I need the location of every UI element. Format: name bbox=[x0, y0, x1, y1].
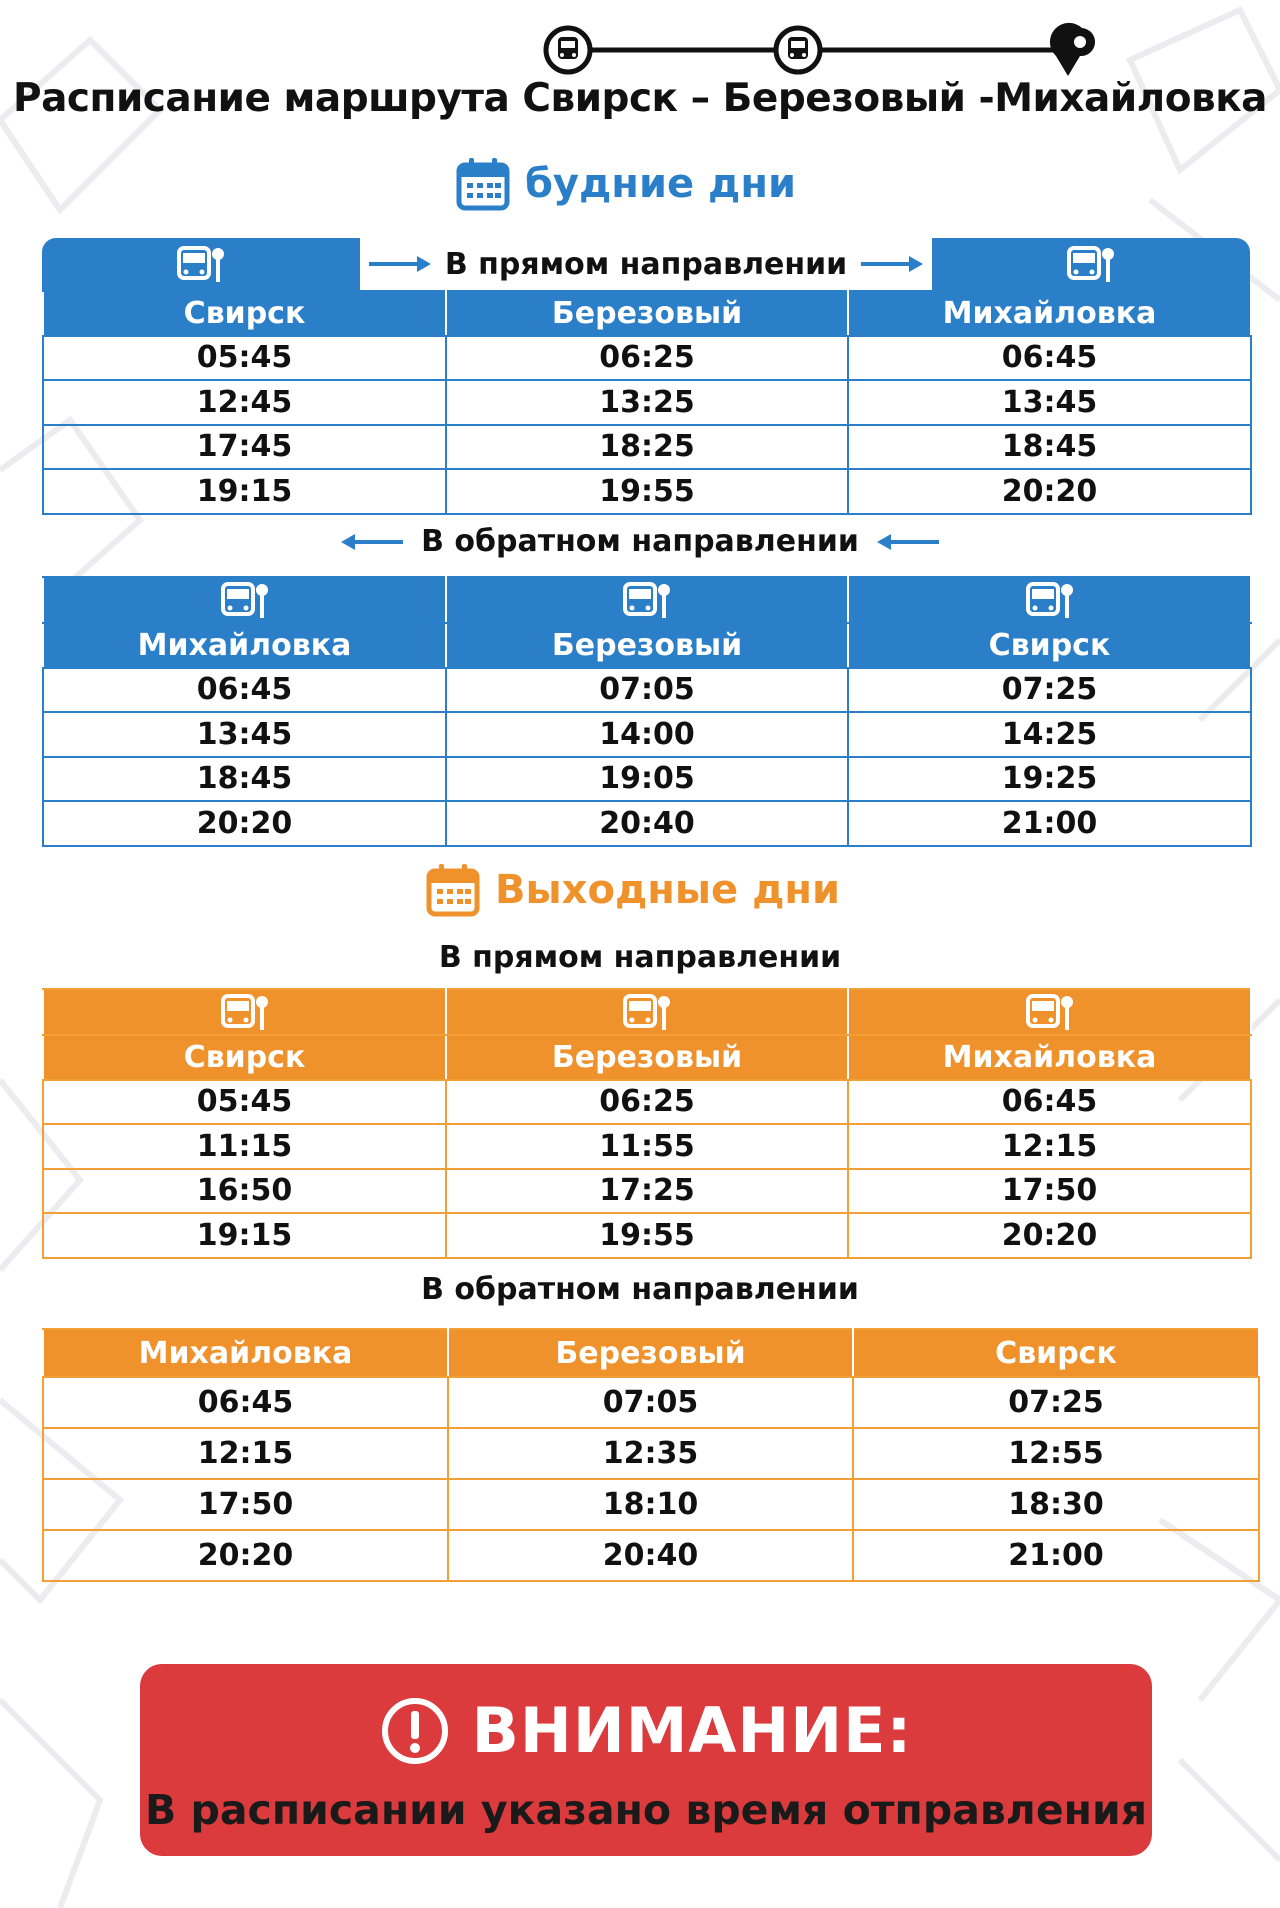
table-row bbox=[43, 1377, 1259, 1428]
weekend-backward-table bbox=[42, 1328, 1260, 1582]
time-cell: 21:00 bbox=[848, 801, 1251, 846]
column-header: Свирск bbox=[848, 623, 1251, 668]
header-row bbox=[43, 623, 1251, 668]
weekend-forward-label bbox=[0, 940, 1280, 975]
column-header: Свирск bbox=[853, 1329, 1259, 1377]
time-cell: 07:05 bbox=[448, 1377, 853, 1428]
time-cell: 19:05 bbox=[446, 757, 848, 802]
table-row bbox=[43, 1428, 1259, 1479]
direction-label: В прямом направлении bbox=[438, 940, 842, 975]
time-cell: 13:45 bbox=[43, 712, 446, 757]
time-cell: 06:45 bbox=[43, 668, 446, 713]
weekend-forward-table bbox=[42, 988, 1252, 1259]
page-title: Расписание маршрута Свирск – Березовый -Михайловка bbox=[13, 76, 1267, 121]
direction-label: В обратном направлении bbox=[421, 524, 859, 559]
warning-text: В расписании указано время отправления bbox=[144, 1786, 1148, 1834]
direction-label: В прямом направлении bbox=[444, 246, 848, 282]
time-cell: 06:45 bbox=[848, 336, 1251, 381]
time-cell: 20:40 bbox=[448, 1530, 853, 1581]
calendar-icon bbox=[425, 862, 481, 918]
arrow-left-icon bbox=[341, 532, 403, 552]
icon-cell bbox=[446, 989, 848, 1035]
time-cell: 11:55 bbox=[446, 1124, 848, 1169]
bus-stop-icon bbox=[1063, 242, 1119, 286]
tab-destination bbox=[932, 238, 1250, 290]
time-cell: 07:05 bbox=[446, 668, 848, 713]
time-cell: 17:50 bbox=[848, 1169, 1251, 1214]
column-header: Березовый bbox=[446, 1035, 848, 1080]
weekday-forward-table bbox=[42, 290, 1252, 515]
time-cell: 16:50 bbox=[43, 1169, 446, 1214]
weekends-heading bbox=[425, 862, 840, 918]
bus-icon bbox=[546, 28, 590, 72]
table-row bbox=[43, 712, 1251, 757]
column-header: Березовый bbox=[446, 623, 848, 668]
time-cell: 19:55 bbox=[446, 1213, 848, 1258]
time-cell: 12:15 bbox=[43, 1428, 448, 1479]
bus-stop-icon bbox=[619, 578, 675, 622]
time-cell: 06:25 bbox=[446, 336, 848, 381]
time-cell: 17:25 bbox=[446, 1169, 848, 1214]
time-cell: 19:15 bbox=[43, 469, 446, 514]
column-header: Свирск bbox=[43, 1035, 446, 1080]
header-row bbox=[43, 1035, 1251, 1080]
time-cell: 07:25 bbox=[853, 1377, 1259, 1428]
time-cell: 06:45 bbox=[848, 1080, 1251, 1125]
time-cell: 20:20 bbox=[43, 1530, 448, 1581]
time-cell: 17:45 bbox=[43, 425, 446, 470]
table-row bbox=[43, 757, 1251, 802]
arrow-left-icon bbox=[877, 532, 939, 552]
bus-stop-icon bbox=[173, 242, 229, 286]
table-row bbox=[43, 801, 1251, 846]
weekend-backward-label bbox=[0, 1272, 1280, 1307]
time-cell: 20:20 bbox=[848, 1213, 1251, 1258]
arrow-right-icon bbox=[369, 254, 431, 274]
time-cell: 12:45 bbox=[43, 380, 446, 425]
icon-row bbox=[43, 989, 1251, 1035]
time-cell: 12:55 bbox=[853, 1428, 1259, 1479]
time-cell: 07:25 bbox=[848, 668, 1251, 713]
icon-cell bbox=[848, 577, 1251, 623]
weekday-backward-table bbox=[42, 576, 1252, 847]
table-row bbox=[43, 425, 1251, 470]
time-cell: 19:15 bbox=[43, 1213, 446, 1258]
time-cell: 13:45 bbox=[848, 380, 1251, 425]
time-cell: 12:35 bbox=[448, 1428, 853, 1479]
bus-stop-icon bbox=[217, 578, 273, 622]
weekdays-heading-label: будние дни bbox=[525, 161, 796, 207]
time-cell: 18:10 bbox=[448, 1479, 853, 1530]
time-cell: 14:00 bbox=[446, 712, 848, 757]
time-cell: 18:25 bbox=[446, 425, 848, 470]
table-row bbox=[43, 1124, 1251, 1169]
weekdays-heading bbox=[455, 156, 796, 212]
time-cell: 20:20 bbox=[848, 469, 1251, 514]
time-cell: 19:55 bbox=[446, 469, 848, 514]
icon-cell bbox=[43, 577, 446, 623]
icon-row bbox=[43, 577, 1251, 623]
time-cell: 18:45 bbox=[43, 757, 446, 802]
header-row bbox=[43, 291, 1251, 336]
warning-banner bbox=[140, 1664, 1152, 1856]
direction-label: В обратном направлении bbox=[421, 1272, 859, 1307]
time-cell: 20:40 bbox=[446, 801, 848, 846]
bus-stop-icon bbox=[1022, 990, 1078, 1034]
bus-stop-icon bbox=[1022, 578, 1078, 622]
warning-title-row bbox=[140, 1694, 1152, 1767]
column-header: Михайловка bbox=[848, 291, 1251, 336]
time-cell: 21:00 bbox=[853, 1530, 1259, 1581]
table-row bbox=[43, 668, 1251, 713]
time-cell: 06:25 bbox=[446, 1080, 848, 1125]
column-header: Михайловка bbox=[43, 623, 446, 668]
time-cell: 05:45 bbox=[43, 336, 446, 381]
bus-stop-icon bbox=[619, 990, 675, 1034]
tab-origin bbox=[42, 238, 360, 290]
column-header: Березовый bbox=[446, 291, 848, 336]
exclamation-icon bbox=[380, 1696, 450, 1766]
warning-title: ВНИМАНИЕ: bbox=[471, 1694, 913, 1767]
weekday-forward-label bbox=[360, 238, 932, 290]
icon-cell bbox=[43, 989, 446, 1035]
column-header: Михайловка bbox=[43, 1329, 448, 1377]
table-row bbox=[43, 336, 1251, 381]
arrow-right-icon bbox=[861, 254, 923, 274]
column-header: Березовый bbox=[448, 1329, 853, 1377]
table-row bbox=[43, 1530, 1259, 1581]
time-cell: 11:15 bbox=[43, 1124, 446, 1169]
time-cell: 18:30 bbox=[853, 1479, 1259, 1530]
column-header: Свирск bbox=[43, 291, 446, 336]
route-diagram bbox=[540, 22, 1100, 82]
table-row bbox=[43, 1213, 1251, 1258]
weekends-heading-label: Выходные дни bbox=[495, 867, 841, 913]
weekday-forward-tabs bbox=[42, 238, 1250, 290]
table-row bbox=[43, 1479, 1259, 1530]
bus-icon bbox=[776, 28, 820, 72]
time-cell: 12:15 bbox=[848, 1124, 1251, 1169]
table-row bbox=[43, 469, 1251, 514]
table-row bbox=[43, 380, 1251, 425]
time-cell: 06:45 bbox=[43, 1377, 448, 1428]
column-header: Михайловка bbox=[848, 1035, 1251, 1080]
map-pin-icon bbox=[1050, 23, 1095, 76]
weekday-backward-label bbox=[0, 524, 1280, 559]
bus-stop-icon bbox=[217, 990, 273, 1034]
icon-cell bbox=[446, 577, 848, 623]
time-cell: 19:25 bbox=[848, 757, 1251, 802]
time-cell: 14:25 bbox=[848, 712, 1251, 757]
table-row bbox=[43, 1169, 1251, 1214]
time-cell: 18:45 bbox=[848, 425, 1251, 470]
calendar-icon bbox=[455, 156, 511, 212]
time-cell: 05:45 bbox=[43, 1080, 446, 1125]
time-cell: 13:25 bbox=[446, 380, 848, 425]
time-cell: 20:20 bbox=[43, 801, 446, 846]
time-cell: 17:50 bbox=[43, 1479, 448, 1530]
table-row bbox=[43, 1080, 1251, 1125]
icon-cell bbox=[848, 989, 1251, 1035]
header-row bbox=[43, 1329, 1259, 1377]
